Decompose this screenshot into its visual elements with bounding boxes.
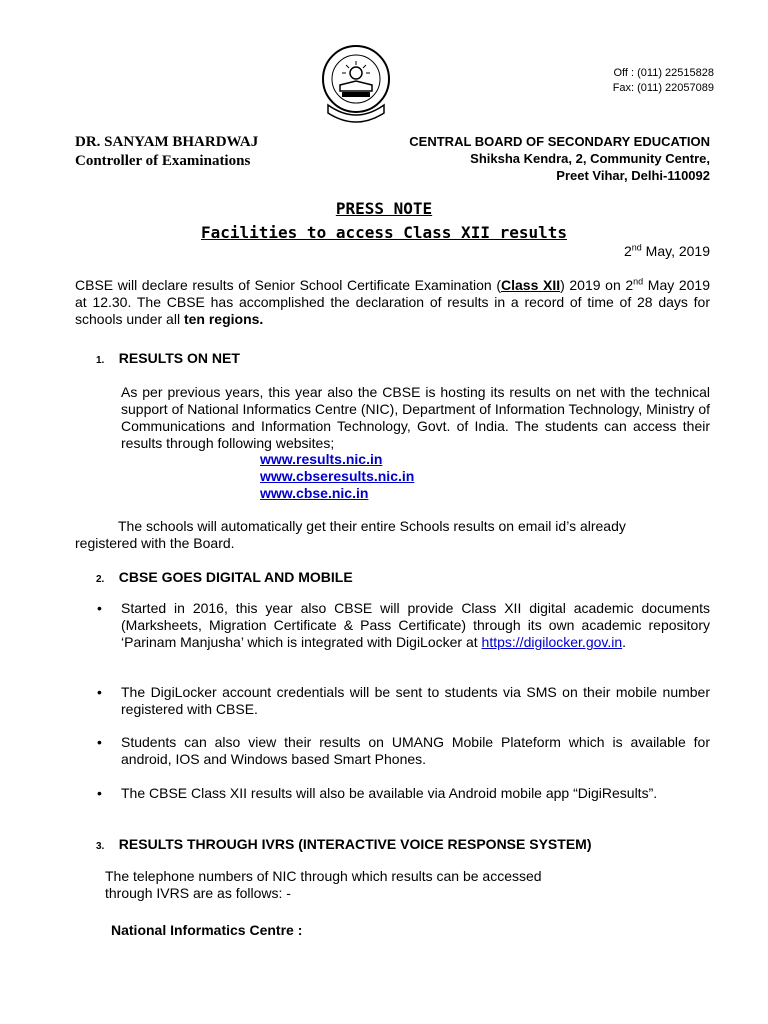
digilocker-link[interactable]: https://digilocker.gov.in [481,634,623,650]
address-line-1: Shiksha Kendra, 2, Community Centre, [470,151,710,166]
schools-line-2: registered with the Board. [75,535,235,551]
organization-block [409,133,710,184]
bullet-4-symbol: • [97,785,102,801]
bullet-1-text: Started in 2016, this year also CBSE will provide Class XII digital academic documents (Marksheets, Migration Certificate & Pass Certificate) through its own academic repository ‘Parinam Manjusha’ which is integrated with DigiLocker at https://digilocker.gov.in. [121,600,710,650]
date: 2nd May, 2019 [623,242,710,259]
nic-heading: National Informatics Centre : [111,922,303,938]
link-results-nic[interactable]: www.results.nic.in [260,451,383,467]
ivrs-line-1: The telephone numbers of NIC through which results can be accessed [105,868,542,884]
ivrs-line-2: through IVRS are as follows: - [105,885,291,901]
page-subtitle: Facilities to access Class XII results [200,223,568,242]
fax-number: Fax: (011) 22057089 [612,82,714,94]
bullet-2-symbol: • [97,684,102,700]
office-phone: Off : (011) 22515828 [613,67,714,79]
page-title: PRESS NOTE [335,199,433,218]
bullet-1-symbol: • [97,600,102,616]
bullet-2-text: The DigiLocker account credentials will be sent to students via SMS on their mobile number registered with CBSE. [121,684,710,717]
section-3-heading: 3. RESULTS THROUGH IVRS (INTERACTIVE VOICE RESPONSE SYSTEM) [96,836,592,852]
bullet-3-text: Students can also view their results on UMANG Mobile Plateform which is available for android, IOS and Windows based Smart Phones. [121,734,710,767]
bullet-4-text: The CBSE Class XII results will also be available via Android mobile app “DigiResults”. [121,785,658,801]
intro-paragraph: CBSE will declare results of Senior School Certificate Examination (Class XII) 2019 on 2nd May 2019 at 12.30. The CBSE has accomplished the declaration of results in a record of time of 28 days for schools under all ten regions. [75,276,710,327]
cbse-logo [320,43,392,123]
sender-block [75,133,258,171]
link-cbseresults-nic[interactable]: www.cbseresults.nic.in [260,468,415,484]
section-1-text: As per previous years, this year also the CBSE is hosting its results on net with the technical support of National Informatics Centre (NIC), Department of Information Technology, Ministry of Communications and Information Technology, Govt. of India. The students can access their results through following websites; [121,384,710,451]
sender-designation: Controller of Examinations [75,153,251,169]
result-links [260,451,414,502]
organization-name: CENTRAL BOARD OF SECONDARY EDUCATION [409,134,710,149]
section-1-heading: 1. RESULTS ON NET [96,350,240,366]
sender-name: DR. SANYAM BHARDWAJ [75,134,259,150]
section-2-heading: 2. CBSE GOES DIGITAL AND MOBILE [96,569,353,585]
schools-line-1: The schools will automatically get their entire Schools results on email id’s already [118,518,626,534]
link-cbse-nic[interactable]: www.cbse.nic.in [260,485,369,501]
contact-block [613,66,714,96]
bullet-3-symbol: • [97,734,102,750]
address-line-2: Preet Vihar, Delhi-110092 [556,168,710,183]
